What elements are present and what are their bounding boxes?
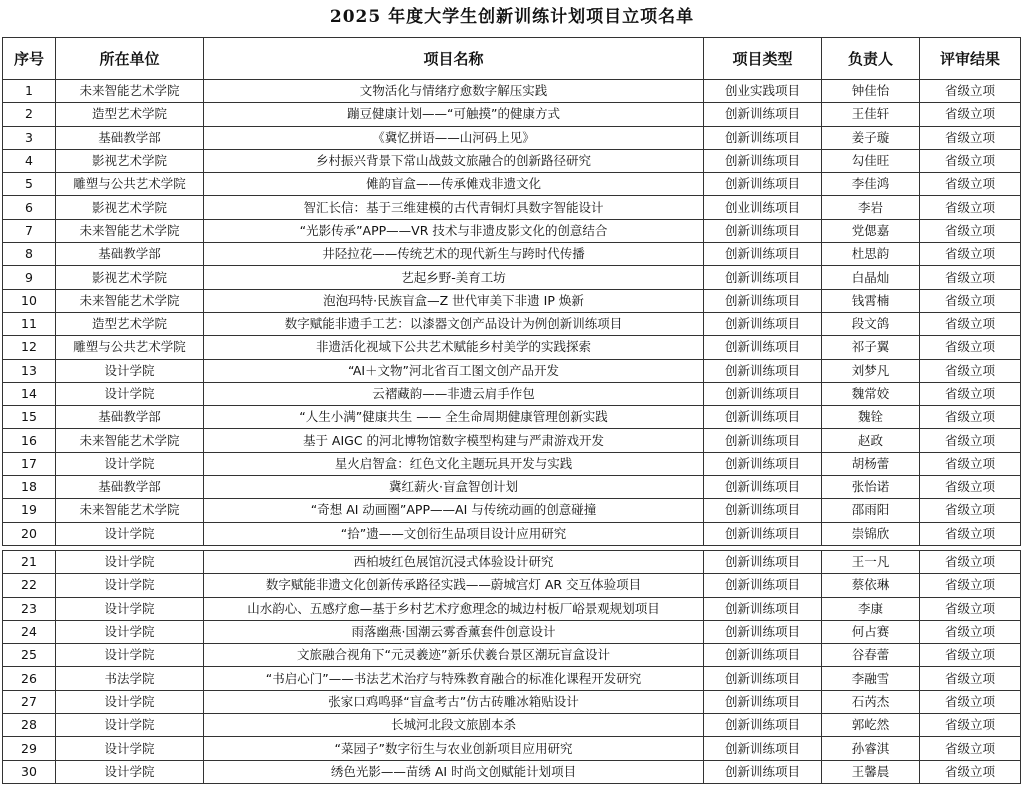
cell-leader: 王佳轩	[822, 103, 920, 126]
cell-project-name: 智汇长信：基于三维建模的古代青铜灯具数字智能设计	[204, 196, 704, 219]
cell-leader: 勾佳旺	[822, 149, 920, 172]
cell-result: 省级立项	[920, 737, 1021, 760]
cell-project-name: 乡村振兴背景下常山战鼓文旅融合的创新路径研究	[204, 149, 704, 172]
table-row	[3, 243, 1021, 266]
cell-result: 省级立项	[920, 336, 1021, 359]
cell-leader: 钱霄楠	[822, 289, 920, 312]
cell-leader: 王一凡	[822, 551, 920, 574]
cell-project-name: 张家口鸡鸣驿“盲盒考古”仿古砖雕冰箱贴设计	[204, 690, 704, 713]
cell-project-name: 井陉拉花——传统艺术的现代新生与跨时代传播	[204, 243, 704, 266]
table-row	[3, 760, 1021, 783]
cell-result: 省级立项	[920, 289, 1021, 312]
cell-project-type: 创新训练项目	[704, 126, 822, 149]
cell-unit: 未来智能艺术学院	[56, 80, 204, 103]
table-row	[3, 452, 1021, 475]
cell-unit: 基础教学部	[56, 126, 204, 149]
table-row	[3, 359, 1021, 382]
cell-result: 省级立项	[920, 452, 1021, 475]
table-row	[3, 149, 1021, 172]
header-project-name: 项目名称	[204, 38, 704, 80]
cell-serial: 24	[3, 620, 56, 643]
table-row	[3, 126, 1021, 149]
cell-project-type: 创新训练项目	[704, 359, 822, 382]
table-row	[3, 266, 1021, 289]
cell-unit: 设计学院	[56, 714, 204, 737]
cell-leader: 孙睿淇	[822, 737, 920, 760]
table-row	[3, 644, 1021, 667]
table-row	[3, 476, 1021, 499]
cell-leader: 党偲嘉	[822, 219, 920, 242]
cell-serial: 12	[3, 336, 56, 359]
cell-project-type: 创新训练项目	[704, 243, 822, 266]
cell-serial: 29	[3, 737, 56, 760]
cell-project-type: 创新训练项目	[704, 312, 822, 335]
cell-result: 省级立项	[920, 429, 1021, 452]
cell-serial: 6	[3, 196, 56, 219]
cell-unit: 造型艺术学院	[56, 103, 204, 126]
cell-unit: 设计学院	[56, 737, 204, 760]
cell-project-name: 泡泡玛特·民族盲盒—Z 世代审美下非遗 IP 焕新	[204, 289, 704, 312]
cell-result: 省级立项	[920, 196, 1021, 219]
cell-project-name: 长城河北段文旅剧本杀	[204, 714, 704, 737]
header-leader: 负责人	[822, 38, 920, 80]
cell-project-name: “奇想 AI 动画圈”APP——AI 与传统动画的创意碰撞	[204, 499, 704, 522]
cell-result: 省级立项	[920, 103, 1021, 126]
cell-unit: 雕塑与公共艺术学院	[56, 173, 204, 196]
cell-result: 省级立项	[920, 551, 1021, 574]
cell-project-name: 冀红薪火·盲盒智创计划	[204, 476, 704, 499]
cell-serial: 11	[3, 312, 56, 335]
table-row	[3, 336, 1021, 359]
cell-serial: 8	[3, 243, 56, 266]
cell-project-name: “人生小满”健康共生 —— 全生命周期健康管理创新实践	[204, 406, 704, 429]
cell-project-type: 创新训练项目	[704, 336, 822, 359]
cell-project-name: 非遗活化视域下公共艺术赋能乡村美学的实践探索	[204, 336, 704, 359]
table-row	[3, 737, 1021, 760]
table-row	[3, 620, 1021, 643]
cell-unit: 造型艺术学院	[56, 312, 204, 335]
cell-leader: 王馨晨	[822, 760, 920, 783]
cell-leader: 杜思韵	[822, 243, 920, 266]
table-row	[3, 667, 1021, 690]
cell-project-name: 绣色光影——苗绣 AI 时尚文创赋能计划项目	[204, 760, 704, 783]
cell-result: 省级立项	[920, 714, 1021, 737]
cell-unit: 设计学院	[56, 522, 204, 545]
cell-unit: 基础教学部	[56, 406, 204, 429]
table-row	[3, 597, 1021, 620]
cell-project-name: 傩韵盲盒——传承傩戏非遗文化	[204, 173, 704, 196]
header-unit: 所在单位	[56, 38, 204, 80]
cell-result: 省级立项	[920, 219, 1021, 242]
cell-serial: 1	[3, 80, 56, 103]
cell-project-type: 创新训练项目	[704, 551, 822, 574]
cell-project-type: 创业训练项目	[704, 196, 822, 219]
cell-project-type: 创新训练项目	[704, 266, 822, 289]
cell-project-type: 创业实践项目	[704, 80, 822, 103]
cell-unit: 设计学院	[56, 644, 204, 667]
header-serial: 序号	[3, 38, 56, 80]
cell-serial: 19	[3, 499, 56, 522]
cell-result: 省级立项	[920, 597, 1021, 620]
cell-project-type: 创新训练项目	[704, 429, 822, 452]
cell-leader: 李融雪	[822, 667, 920, 690]
cell-result: 省级立项	[920, 80, 1021, 103]
cell-project-name: 西柏坡红色展馆沉浸式体验设计研究	[204, 551, 704, 574]
header-result: 评审结果	[920, 38, 1021, 80]
cell-unit: 设计学院	[56, 452, 204, 475]
cell-unit: 雕塑与公共艺术学院	[56, 336, 204, 359]
cell-project-type: 创新训练项目	[704, 382, 822, 405]
cell-project-type: 创新训练项目	[704, 667, 822, 690]
cell-serial: 10	[3, 289, 56, 312]
cell-unit: 设计学院	[56, 551, 204, 574]
cell-unit: 未来智能艺术学院	[56, 289, 204, 312]
cell-project-name: 星火启智盒：红色文化主题玩具开发与实践	[204, 452, 704, 475]
cell-project-name: 文旅融合视角下“元灵羲迹”新乐伏羲台景区潮玩盲盒设计	[204, 644, 704, 667]
cell-leader: 蔡依琳	[822, 574, 920, 597]
cell-serial: 4	[3, 149, 56, 172]
cell-unit: 设计学院	[56, 760, 204, 783]
table-row	[3, 522, 1021, 545]
cell-unit: 基础教学部	[56, 476, 204, 499]
table-row	[3, 219, 1021, 242]
cell-leader: 姜子璇	[822, 126, 920, 149]
cell-leader: 石芮杰	[822, 690, 920, 713]
table-row	[3, 103, 1021, 126]
table-row	[3, 80, 1021, 103]
cell-leader: 李佳鸿	[822, 173, 920, 196]
cell-unit: 影视艺术学院	[56, 266, 204, 289]
cell-project-type: 创新训练项目	[704, 499, 822, 522]
cell-leader: 刘梦凡	[822, 359, 920, 382]
cell-serial: 26	[3, 667, 56, 690]
cell-leader: 胡杨蕾	[822, 452, 920, 475]
cell-leader: 郭屹然	[822, 714, 920, 737]
cell-result: 省级立项	[920, 620, 1021, 643]
cell-result: 省级立项	[920, 126, 1021, 149]
table-row	[3, 690, 1021, 713]
cell-serial: 27	[3, 690, 56, 713]
cell-serial: 17	[3, 452, 56, 475]
table-header-row	[3, 38, 1021, 80]
cell-serial: 5	[3, 173, 56, 196]
cell-leader: 张怡诺	[822, 476, 920, 499]
cell-project-name: 云褶藏韵——非遗云肩手作包	[204, 382, 704, 405]
cell-project-name: 《冀忆拼语——山河码上见》	[204, 126, 704, 149]
cell-leader: 李康	[822, 597, 920, 620]
cell-project-name: 数字赋能非遗文化创新传承路径实践——蔚城宫灯 AR 交互体验项目	[204, 574, 704, 597]
cell-project-name: 基于 AIGC 的河北博物馆数字模型构建与严肃游戏开发	[204, 429, 704, 452]
cell-project-type: 创新训练项目	[704, 574, 822, 597]
table-row	[3, 499, 1021, 522]
cell-project-name: 数字赋能非遗手工艺：以漆器文创产品设计为例创新训练项目	[204, 312, 704, 335]
cell-project-type: 创新训练项目	[704, 149, 822, 172]
cell-serial: 21	[3, 551, 56, 574]
cell-leader: 崇锦欣	[822, 522, 920, 545]
cell-serial: 23	[3, 597, 56, 620]
document-title: 2025 年度大学生创新训练计划项目立项名单	[329, 7, 695, 27]
cell-project-name: “光影传承”APP——VR 技术与非遗皮影文化的创意结合	[204, 219, 704, 242]
cell-project-type: 创新训练项目	[704, 452, 822, 475]
table-row	[3, 382, 1021, 405]
cell-result: 省级立项	[920, 476, 1021, 499]
cell-project-type: 创新训练项目	[704, 173, 822, 196]
cell-serial: 16	[3, 429, 56, 452]
cell-result: 省级立项	[920, 644, 1021, 667]
table-row	[3, 429, 1021, 452]
cell-project-type: 创新训练项目	[704, 406, 822, 429]
cell-result: 省级立项	[920, 574, 1021, 597]
cell-unit: 设计学院	[56, 620, 204, 643]
cell-unit: 设计学院	[56, 359, 204, 382]
cell-project-type: 创新训练项目	[704, 522, 822, 545]
cell-serial: 2	[3, 103, 56, 126]
cell-project-type: 创新训练项目	[704, 737, 822, 760]
cell-result: 省级立项	[920, 266, 1021, 289]
cell-project-name: 文物活化与情绪疗愈数字解压实践	[204, 80, 704, 103]
cell-project-type: 创新训练项目	[704, 690, 822, 713]
cell-leader: 赵政	[822, 429, 920, 452]
cell-serial: 13	[3, 359, 56, 382]
cell-unit: 未来智能艺术学院	[56, 219, 204, 242]
cell-project-name: “AI＋文物”河北省百工图文创产品开发	[204, 359, 704, 382]
project-table-part-1	[2, 37, 1021, 546]
cell-unit: 影视艺术学院	[56, 149, 204, 172]
cell-result: 省级立项	[920, 359, 1021, 382]
cell-unit: 未来智能艺术学院	[56, 499, 204, 522]
cell-leader: 谷春蕾	[822, 644, 920, 667]
cell-leader: 段文鸽	[822, 312, 920, 335]
cell-project-type: 创新训练项目	[704, 476, 822, 499]
table-row	[3, 714, 1021, 737]
header-project-type: 项目类型	[704, 38, 822, 80]
cell-serial: 14	[3, 382, 56, 405]
cell-leader: 何占赛	[822, 620, 920, 643]
cell-result: 省级立项	[920, 499, 1021, 522]
cell-serial: 7	[3, 219, 56, 242]
cell-project-type: 创新训练项目	[704, 760, 822, 783]
cell-serial: 9	[3, 266, 56, 289]
cell-serial: 18	[3, 476, 56, 499]
project-table-part-2	[2, 550, 1021, 784]
cell-unit: 书法学院	[56, 667, 204, 690]
cell-result: 省级立项	[920, 690, 1021, 713]
cell-leader: 魏铨	[822, 406, 920, 429]
cell-project-name: 蹦豆健康计划——“可触摸”的健康方式	[204, 103, 704, 126]
cell-result: 省级立项	[920, 382, 1021, 405]
table-row	[3, 173, 1021, 196]
cell-result: 省级立项	[920, 243, 1021, 266]
cell-result: 省级立项	[920, 760, 1021, 783]
cell-leader: 魏常姣	[822, 382, 920, 405]
cell-leader: 邵雨阳	[822, 499, 920, 522]
cell-project-type: 创新训练项目	[704, 620, 822, 643]
cell-project-type: 创新训练项目	[704, 714, 822, 737]
cell-serial: 20	[3, 522, 56, 545]
table-row	[3, 312, 1021, 335]
cell-unit: 设计学院	[56, 382, 204, 405]
cell-leader: 钟佳怡	[822, 80, 920, 103]
cell-serial: 3	[3, 126, 56, 149]
cell-project-type: 创新训练项目	[704, 219, 822, 242]
cell-unit: 设计学院	[56, 597, 204, 620]
table-row	[3, 551, 1021, 574]
cell-serial: 25	[3, 644, 56, 667]
cell-leader: 白晶灿	[822, 266, 920, 289]
cell-project-type: 创新训练项目	[704, 289, 822, 312]
cell-project-name: “拾”遗——文创衍生品项目设计应用研究	[204, 522, 704, 545]
cell-project-name: 雨落幽燕·国潮云雾香薰套件创意设计	[204, 620, 704, 643]
table-row	[3, 574, 1021, 597]
cell-serial: 15	[3, 406, 56, 429]
cell-leader: 李岩	[822, 196, 920, 219]
cell-project-name: 山水韵心、五感疗愈—基于乡村艺术疗愈理念的城边村板厂峪景观规划项目	[204, 597, 704, 620]
cell-result: 省级立项	[920, 312, 1021, 335]
table-row	[3, 406, 1021, 429]
table-row	[3, 289, 1021, 312]
cell-unit: 影视艺术学院	[56, 196, 204, 219]
cell-unit: 未来智能艺术学院	[56, 429, 204, 452]
cell-serial: 28	[3, 714, 56, 737]
cell-project-name: 艺起乡野-美育工坊	[204, 266, 704, 289]
cell-project-type: 创新训练项目	[704, 644, 822, 667]
cell-serial: 30	[3, 760, 56, 783]
cell-unit: 设计学院	[56, 690, 204, 713]
cell-result: 省级立项	[920, 149, 1021, 172]
cell-unit: 设计学院	[56, 574, 204, 597]
cell-result: 省级立项	[920, 522, 1021, 545]
cell-result: 省级立项	[920, 406, 1021, 429]
cell-unit: 基础教学部	[56, 243, 204, 266]
cell-project-name: “书启心门”——书法艺术治疗与特殊教育融合的标准化课程开发研究	[204, 667, 704, 690]
cell-project-type: 创新训练项目	[704, 597, 822, 620]
cell-result: 省级立项	[920, 667, 1021, 690]
table-row	[3, 196, 1021, 219]
cell-result: 省级立项	[920, 173, 1021, 196]
cell-serial: 22	[3, 574, 56, 597]
cell-project-name: “菜园子”数字衍生与农业创新项目应用研究	[204, 737, 704, 760]
cell-leader: 祁子翼	[822, 336, 920, 359]
cell-project-type: 创新训练项目	[704, 103, 822, 126]
